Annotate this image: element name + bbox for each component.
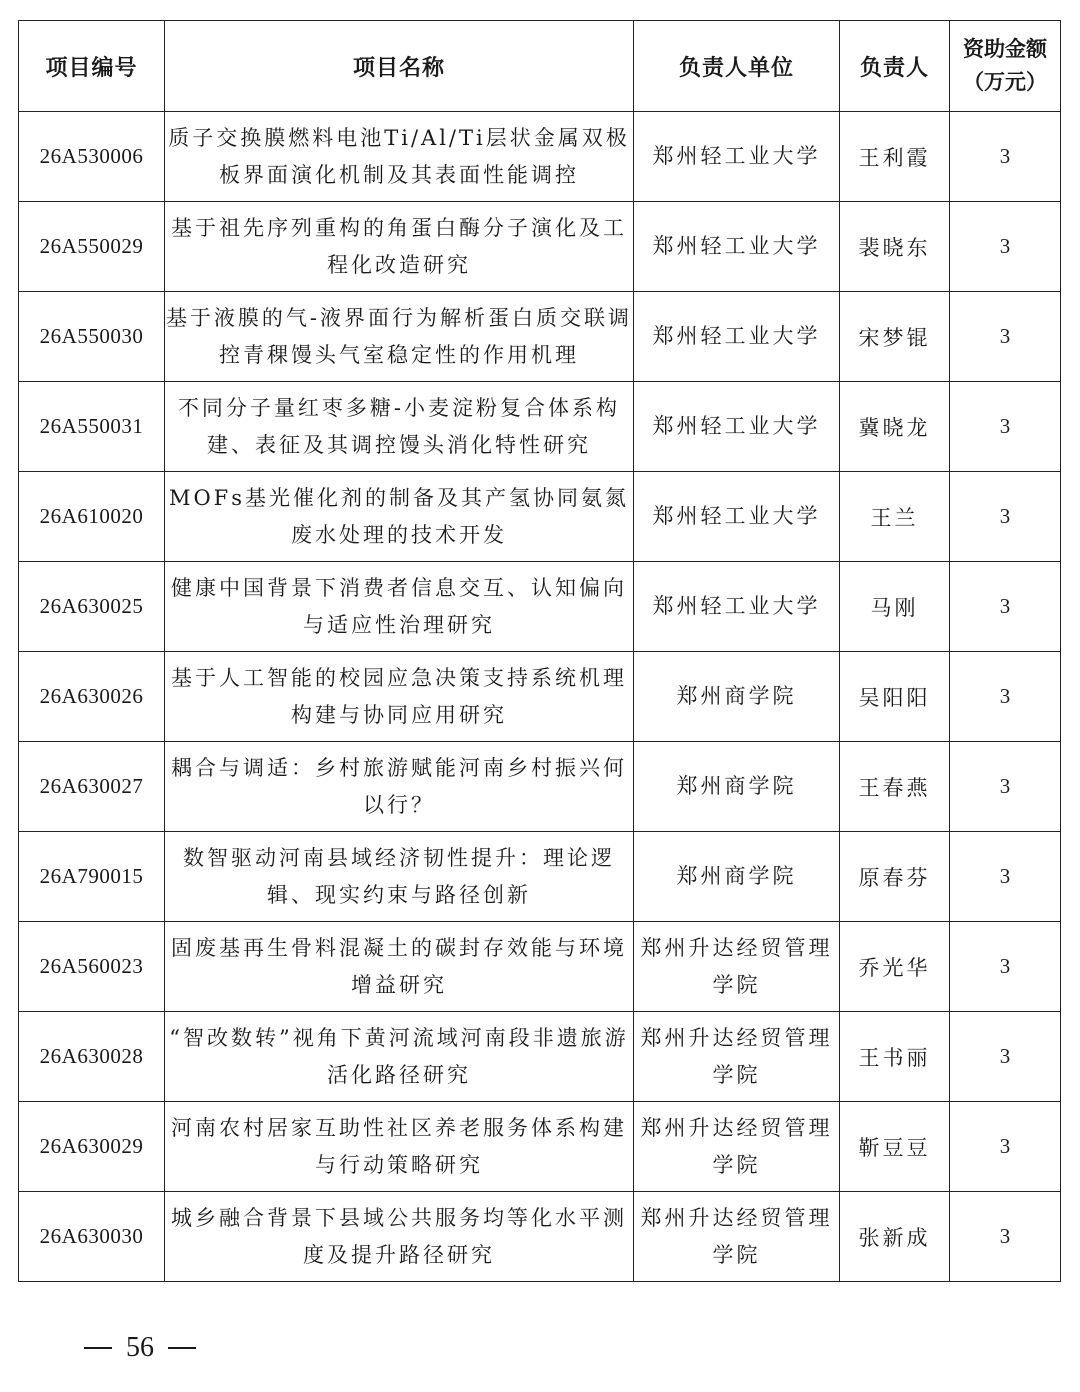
cell-code: 26A790015 — [19, 832, 165, 922]
cell-title: 基于祖先序列重构的角蛋白酶分子演化及工程化改造研究 — [165, 202, 634, 292]
header-amount-line1: 资助金额 — [963, 37, 1047, 61]
header-title: 项目名称 — [165, 21, 634, 112]
table-row — [19, 292, 1061, 382]
cell-unit: 郑州轻工业大学 — [634, 202, 840, 292]
cell-code: 26A610020 — [19, 472, 165, 562]
table-row — [19, 472, 1061, 562]
cell-person: 靳豆豆 — [840, 1102, 950, 1192]
header-unit: 负责人单位 — [634, 21, 840, 112]
cell-code: 26A630030 — [19, 1192, 165, 1282]
project-table — [18, 20, 1061, 1282]
table-row — [19, 382, 1061, 472]
cell-title: 基于液膜的气-液界面行为解析蛋白质交联调控青稞馒头气室稳定性的作用机理 — [165, 292, 634, 382]
table-row — [19, 742, 1061, 832]
cell-title: 健康中国背景下消费者信息交互、认知偏向与适应性治理研究 — [165, 562, 634, 652]
cell-code: 26A550030 — [19, 292, 165, 382]
table-row — [19, 832, 1061, 922]
cell-amount: 3 — [950, 832, 1061, 922]
cell-person: 王兰 — [840, 472, 950, 562]
cell-amount: 3 — [950, 292, 1061, 382]
cell-code: 26A560023 — [19, 922, 165, 1012]
cell-unit: 郑州商学院 — [634, 652, 840, 742]
cell-person: 乔光华 — [840, 922, 950, 1012]
cell-amount: 3 — [950, 922, 1061, 1012]
cell-title: 耦合与调适：乡村旅游赋能河南乡村振兴何以行？ — [165, 742, 634, 832]
cell-code: 26A550029 — [19, 202, 165, 292]
table-body — [19, 112, 1061, 1282]
cell-unit: 郑州轻工业大学 — [634, 292, 840, 382]
cell-code: 26A630027 — [19, 742, 165, 832]
cell-amount: 3 — [950, 202, 1061, 292]
footer-dash-right — [168, 1347, 196, 1349]
cell-code: 26A550031 — [19, 382, 165, 472]
header-amount — [950, 21, 1061, 112]
cell-unit: 郑州轻工业大学 — [634, 112, 840, 202]
cell-person: 裴晓东 — [840, 202, 950, 292]
cell-title: 质子交换膜燃料电池Ti/Al/Ti层状金属双极板界面演化机制及其表面性能调控 — [165, 112, 634, 202]
header-row — [19, 21, 1061, 112]
cell-person: 马刚 — [840, 562, 950, 652]
cell-amount: 3 — [950, 1012, 1061, 1102]
cell-code: 26A630026 — [19, 652, 165, 742]
cell-unit: 郑州商学院 — [634, 742, 840, 832]
cell-person: 吴阳阳 — [840, 652, 950, 742]
cell-title: 固废基再生骨料混凝土的碳封存效能与环境增益研究 — [165, 922, 634, 1012]
header-code: 项目编号 — [19, 21, 165, 112]
cell-unit: 郑州升达经贸管理学院 — [634, 1012, 840, 1102]
cell-code: 26A530006 — [19, 112, 165, 202]
cell-title: MOFs基光催化剂的制备及其产氢协同氨氮废水处理的技术开发 — [165, 472, 634, 562]
table-row — [19, 1012, 1061, 1102]
header-amount-line2: （万元） — [963, 70, 1047, 94]
table-row — [19, 922, 1061, 1012]
table-row — [19, 652, 1061, 742]
cell-person: 王利霞 — [840, 112, 950, 202]
cell-unit: 郑州轻工业大学 — [634, 382, 840, 472]
cell-amount: 3 — [950, 472, 1061, 562]
cell-person: 王书丽 — [840, 1012, 950, 1102]
table-header — [19, 21, 1061, 112]
cell-code: 26A630029 — [19, 1102, 165, 1192]
cell-amount: 3 — [950, 652, 1061, 742]
cell-amount: 3 — [950, 112, 1061, 202]
cell-person: 王春燕 — [840, 742, 950, 832]
cell-person: 宋梦锟 — [840, 292, 950, 382]
cell-code: 26A630025 — [19, 562, 165, 652]
cell-person: 冀晓龙 — [840, 382, 950, 472]
cell-unit: 郑州轻工业大学 — [634, 472, 840, 562]
cell-title: 基于人工智能的校园应急决策支持系统机理构建与协同应用研究 — [165, 652, 634, 742]
page-footer — [84, 1332, 196, 1364]
cell-unit: 郑州升达经贸管理学院 — [634, 1102, 840, 1192]
table-row — [19, 1192, 1061, 1282]
footer-dash-left — [84, 1347, 112, 1349]
cell-code: 26A630028 — [19, 1012, 165, 1102]
cell-amount: 3 — [950, 742, 1061, 832]
cell-title: 数智驱动河南县域经济韧性提升：理论逻辑、现实约束与路径创新 — [165, 832, 634, 922]
table-row — [19, 562, 1061, 652]
cell-title: 城乡融合背景下县域公共服务均等化水平测度及提升路径研究 — [165, 1192, 634, 1282]
page-number: 56 — [126, 1332, 154, 1363]
cell-amount: 3 — [950, 382, 1061, 472]
table-row — [19, 1102, 1061, 1192]
table-row — [19, 202, 1061, 292]
cell-title: 不同分子量红枣多糖-小麦淀粉复合体系构建、表征及其调控馒头消化特性研究 — [165, 382, 634, 472]
cell-amount: 3 — [950, 562, 1061, 652]
cell-person: 张新成 — [840, 1192, 950, 1282]
cell-unit: 郑州升达经贸管理学院 — [634, 1192, 840, 1282]
cell-unit: 郑州商学院 — [634, 832, 840, 922]
cell-unit: 郑州升达经贸管理学院 — [634, 922, 840, 1012]
cell-title: “智改数转”视角下黄河流域河南段非遗旅游活化路径研究 — [165, 1012, 634, 1102]
cell-person: 原春芬 — [840, 832, 950, 922]
cell-unit: 郑州轻工业大学 — [634, 562, 840, 652]
cell-amount: 3 — [950, 1192, 1061, 1282]
table-row — [19, 112, 1061, 202]
cell-title: 河南农村居家互助性社区养老服务体系构建与行动策略研究 — [165, 1102, 634, 1192]
header-person: 负责人 — [840, 21, 950, 112]
cell-amount: 3 — [950, 1102, 1061, 1192]
